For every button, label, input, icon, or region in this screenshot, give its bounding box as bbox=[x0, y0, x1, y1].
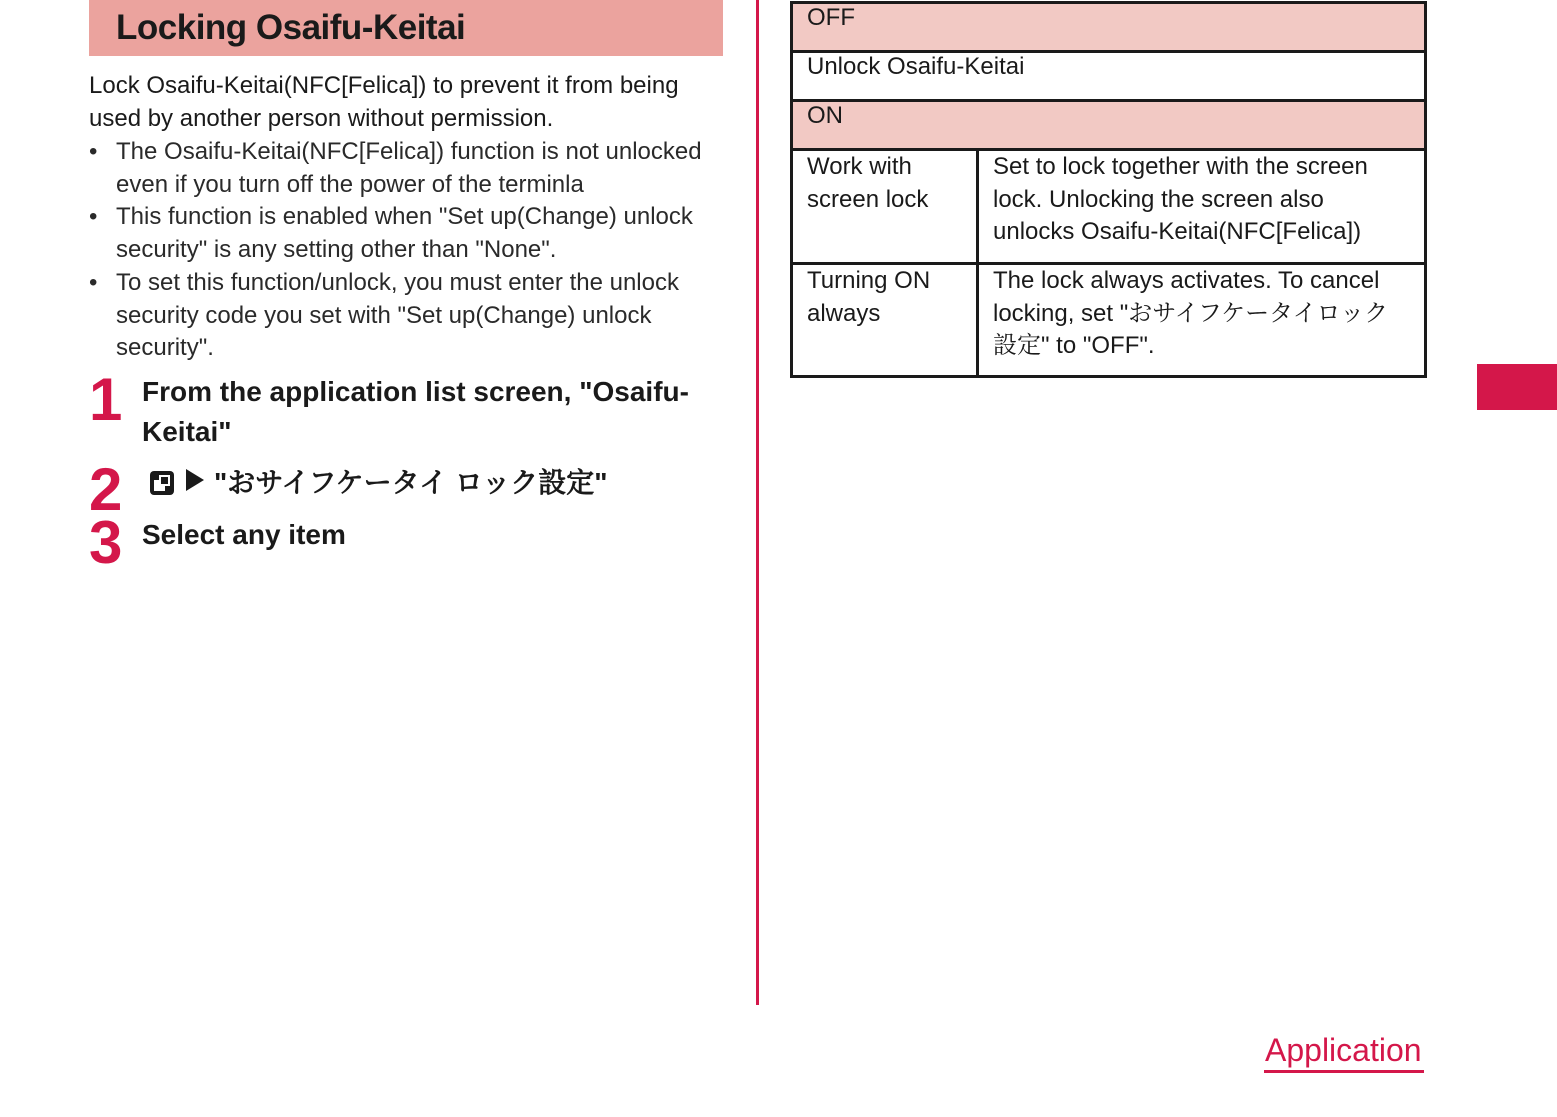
table-row bbox=[792, 101, 1426, 150]
step-text-line bbox=[142, 463, 702, 503]
section-heading-bar bbox=[89, 0, 723, 56]
column-divider bbox=[756, 0, 759, 1005]
table-row bbox=[792, 264, 1426, 377]
off-header-cell: OFF bbox=[792, 3, 1426, 52]
table-row bbox=[792, 3, 1426, 52]
note-item: • This function is enabled when "Set up(Change) unlock security" is any setting other than "None". bbox=[89, 201, 729, 266]
menu-key-icon bbox=[150, 471, 174, 495]
note-item: • To set this function/unlock, you must enter the unlock security code you set with "Set up(Change) unlock security". bbox=[89, 267, 729, 365]
option-description-cell: The lock always activates. To cancel locking, set "おサイフケータイロック設定" to "OFF". bbox=[978, 264, 1426, 377]
step-number: 1 bbox=[89, 366, 121, 433]
on-header-cell: ON bbox=[792, 101, 1426, 150]
step-text: From the application list screen, "Osaifu-Keitai" bbox=[142, 376, 689, 447]
option-description-cell: Set to lock together with the screen lock. Unlocking the screen also unlocks Osaifu-Keitai(NFC[Felica]) bbox=[978, 150, 1426, 264]
intro-paragraph: Lock Osaifu-Keitai(NFC[Felica]) to prevent it from being used by another person without permission. bbox=[89, 72, 679, 132]
table-row bbox=[792, 150, 1426, 264]
step-2 bbox=[89, 456, 729, 523]
option-label-cell: Work with screen lock bbox=[792, 150, 978, 264]
off-value-cell: Unlock Osaifu-Keitai bbox=[792, 52, 1426, 101]
lock-settings-table bbox=[790, 1, 1427, 378]
step-text: "おサイフケータイ ロック設定" bbox=[214, 467, 608, 498]
step-3 bbox=[89, 509, 729, 576]
table-row bbox=[792, 52, 1426, 101]
section-heading: Locking Osaifu-Keitai bbox=[116, 8, 466, 47]
option-label-cell: Turning ON always bbox=[792, 264, 978, 377]
step-text: Select any item bbox=[142, 519, 346, 550]
note-item: • The Osaifu-Keitai(NFC[Felica]) function is not unlocked even if you turn off the power of the terminla bbox=[89, 136, 729, 201]
section-link[interactable]: Application bbox=[1264, 1030, 1424, 1073]
step-number: 3 bbox=[89, 509, 121, 576]
step-1 bbox=[89, 366, 729, 462]
chapter-index-tab[interactable] bbox=[1477, 364, 1557, 410]
step-number: 2 bbox=[89, 456, 121, 523]
right-triangle-icon bbox=[186, 469, 204, 491]
notes-list bbox=[89, 136, 729, 365]
